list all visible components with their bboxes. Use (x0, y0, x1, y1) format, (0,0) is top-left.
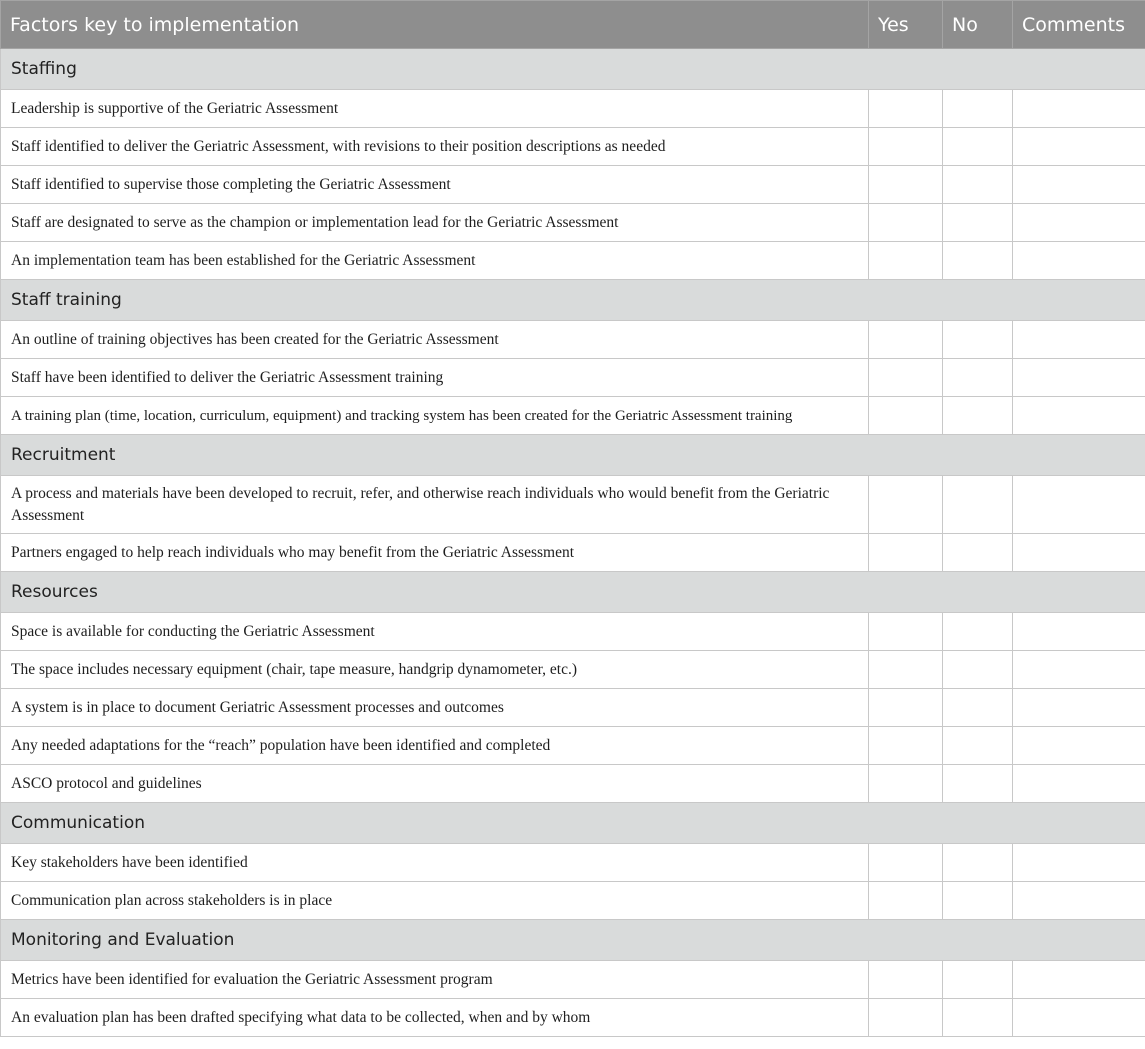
comments-cell[interactable] (1013, 359, 1145, 397)
no-cell[interactable] (943, 90, 1013, 128)
no-cell[interactable] (943, 397, 1013, 435)
table-row (1, 651, 1145, 689)
header-yes: Yes (869, 1, 943, 49)
comments-cell[interactable] (1013, 651, 1145, 689)
comments-cell[interactable] (1013, 476, 1145, 534)
factor-text: Partners engaged to help reach individuals who may benefit from the Geriatric Assessment (1, 534, 869, 572)
yes-cell[interactable] (869, 844, 943, 882)
yes-cell[interactable] (869, 166, 943, 204)
comments-cell[interactable] (1013, 242, 1145, 280)
yes-cell[interactable] (869, 961, 943, 999)
factor-text: Staff identified to deliver the Geriatric Assessment, with revisions to their position descriptions as needed (1, 128, 869, 166)
yes-cell[interactable] (869, 90, 943, 128)
table-row (1, 242, 1145, 280)
factor-text: Communication plan across stakeholders is in place (1, 882, 869, 920)
table-row (1, 844, 1145, 882)
comments-cell[interactable] (1013, 844, 1145, 882)
table-row (1, 613, 1145, 651)
yes-cell[interactable] (869, 999, 943, 1037)
table-row (1, 397, 1145, 435)
yes-cell[interactable] (869, 765, 943, 803)
factor-text: A process and materials have been developed to recruit, refer, and otherwise reach individuals who would benefit from the Geriatric Assessment (1, 476, 869, 534)
no-cell[interactable] (943, 166, 1013, 204)
comments-cell[interactable] (1013, 128, 1145, 166)
no-cell[interactable] (943, 844, 1013, 882)
comments-cell[interactable] (1013, 961, 1145, 999)
factor-text: A training plan (time, location, curriculum, equipment) and tracking system has been created for the Geriatric Assessment training (1, 397, 869, 435)
comments-cell[interactable] (1013, 765, 1145, 803)
yes-cell[interactable] (869, 727, 943, 765)
table-row (1, 321, 1145, 359)
factor-text: ASCO protocol and guidelines (1, 765, 869, 803)
no-cell[interactable] (943, 242, 1013, 280)
comments-cell[interactable] (1013, 534, 1145, 572)
header-comments: Comments (1013, 1, 1145, 49)
factor-text: The space includes necessary equipment (chair, tape measure, handgrip dynamometer, etc.) (1, 651, 869, 689)
table-row (1, 359, 1145, 397)
factor-text: An outline of training objectives has been created for the Geriatric Assessment (1, 321, 869, 359)
comments-cell[interactable] (1013, 204, 1145, 242)
header-row (1, 1, 1145, 49)
section-title: Recruitment (1, 435, 1145, 476)
table-row (1, 204, 1145, 242)
section-title: Monitoring and Evaluation (1, 920, 1145, 961)
no-cell[interactable] (943, 359, 1013, 397)
table-row (1, 166, 1145, 204)
yes-cell[interactable] (869, 651, 943, 689)
section-row-resources (1, 572, 1145, 613)
no-cell[interactable] (943, 321, 1013, 359)
table-row (1, 90, 1145, 128)
comments-cell[interactable] (1013, 321, 1145, 359)
yes-cell[interactable] (869, 476, 943, 534)
table-row (1, 765, 1145, 803)
comments-cell[interactable] (1013, 90, 1145, 128)
no-cell[interactable] (943, 534, 1013, 572)
factor-text: An evaluation plan has been drafted specifying what data to be collected, when and by whom (1, 999, 869, 1037)
yes-cell[interactable] (869, 397, 943, 435)
section-title: Staffing (1, 49, 1145, 90)
comments-cell[interactable] (1013, 397, 1145, 435)
section-title: Staff training (1, 280, 1145, 321)
header-no: No (943, 1, 1013, 49)
table-row (1, 999, 1145, 1037)
table-row (1, 727, 1145, 765)
no-cell[interactable] (943, 999, 1013, 1037)
no-cell[interactable] (943, 727, 1013, 765)
yes-cell[interactable] (869, 882, 943, 920)
yes-cell[interactable] (869, 689, 943, 727)
comments-cell[interactable] (1013, 689, 1145, 727)
table-row (1, 534, 1145, 572)
no-cell[interactable] (943, 128, 1013, 166)
table-row (1, 882, 1145, 920)
comments-cell[interactable] (1013, 999, 1145, 1037)
no-cell[interactable] (943, 765, 1013, 803)
comments-cell[interactable] (1013, 166, 1145, 204)
factor-text: Staff are designated to serve as the champion or implementation lead for the Geriatric Assessment (1, 204, 869, 242)
yes-cell[interactable] (869, 534, 943, 572)
factor-text: Leadership is supportive of the Geriatric Assessment (1, 90, 869, 128)
yes-cell[interactable] (869, 204, 943, 242)
factor-text: Staff identified to supervise those completing the Geriatric Assessment (1, 166, 869, 204)
table-row (1, 961, 1145, 999)
section-row-monitoring-evaluation (1, 920, 1145, 961)
no-cell[interactable] (943, 689, 1013, 727)
factor-text: Any needed adaptations for the “reach” population have been identified and completed (1, 727, 869, 765)
comments-cell[interactable] (1013, 613, 1145, 651)
table-row (1, 128, 1145, 166)
yes-cell[interactable] (869, 321, 943, 359)
section-row-staff-training (1, 280, 1145, 321)
table-row (1, 689, 1145, 727)
factor-text: Key stakeholders have been identified (1, 844, 869, 882)
factor-text: Staff have been identified to deliver the Geriatric Assessment training (1, 359, 869, 397)
yes-cell[interactable] (869, 128, 943, 166)
no-cell[interactable] (943, 961, 1013, 999)
section-row-staffing (1, 49, 1145, 90)
table-row (1, 476, 1145, 534)
factor-text: Metrics have been identified for evaluation the Geriatric Assessment program (1, 961, 869, 999)
factor-text: Space is available for conducting the Geriatric Assessment (1, 613, 869, 651)
section-row-communication (1, 803, 1145, 844)
no-cell[interactable] (943, 613, 1013, 651)
comments-cell[interactable] (1013, 727, 1145, 765)
factor-text: A system is in place to document Geriatric Assessment processes and outcomes (1, 689, 869, 727)
no-cell[interactable] (943, 882, 1013, 920)
no-cell[interactable] (943, 651, 1013, 689)
section-title: Communication (1, 803, 1145, 844)
header-factor: Factors key to implementation (1, 1, 869, 49)
yes-cell[interactable] (869, 242, 943, 280)
section-title: Resources (1, 572, 1145, 613)
section-row-recruitment (1, 435, 1145, 476)
no-cell[interactable] (943, 204, 1013, 242)
comments-cell[interactable] (1013, 882, 1145, 920)
factor-text: An implementation team has been established for the Geriatric Assessment (1, 242, 869, 280)
yes-cell[interactable] (869, 613, 943, 651)
no-cell[interactable] (943, 476, 1013, 534)
yes-cell[interactable] (869, 359, 943, 397)
